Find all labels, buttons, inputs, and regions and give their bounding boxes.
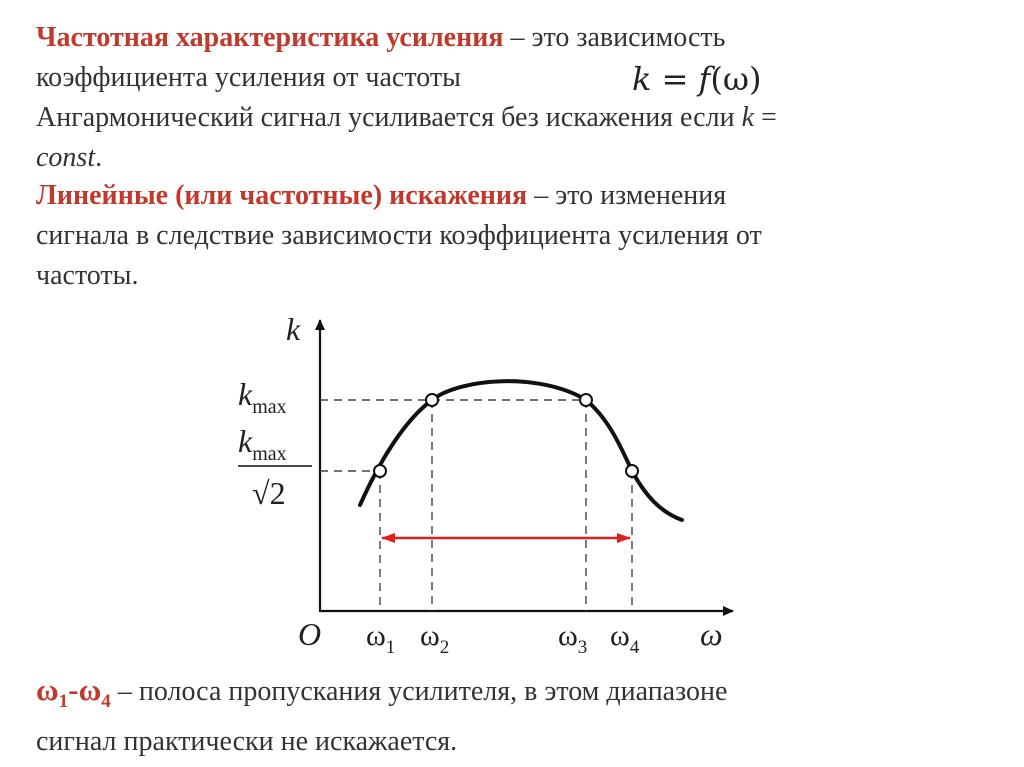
kmax-sub: max — [252, 396, 287, 418]
point-w3 — [580, 394, 592, 406]
x-axis-label: ω — [700, 616, 723, 652]
definition-text-line2: коэффициента усиления от частоты — [36, 62, 461, 93]
term-linear-distortion: Линейные (или частотные) искажения — [36, 180, 528, 211]
point-w1 — [374, 465, 386, 477]
w2-omega: ω — [420, 619, 440, 652]
w3-omega: ω — [558, 619, 578, 652]
band-dash: - — [68, 672, 79, 707]
formula-k: k — [632, 60, 652, 98]
w3-label — [558, 619, 587, 658]
w2-sub: 2 — [439, 637, 450, 658]
formula-arg: (ω) — [710, 60, 762, 98]
point-w2 — [426, 394, 438, 406]
distortion-text: – это изменения — [527, 180, 727, 211]
kmax2-k: k — [238, 423, 253, 459]
kmax2-sub: max — [252, 443, 287, 465]
kmax-sqrt2-denominator: √2 — [252, 475, 286, 511]
definition-text: – это зависимость — [503, 22, 726, 53]
gain-curve — [360, 381, 682, 520]
kmax-label — [238, 376, 287, 418]
w3-sub: 3 — [577, 637, 588, 658]
band-w4: ω — [78, 672, 102, 707]
w4-omega: ω — [610, 619, 630, 652]
anharmonic-text: Ангармонический сигнал усиливается без искажения если — [36, 102, 742, 133]
kmax-sqrt2-numerator — [238, 423, 287, 465]
distortion-text-line2: сигнала в следствие зависимости коэффициента усиления от — [36, 220, 762, 251]
formula-f: f — [698, 60, 711, 98]
w2-label — [420, 619, 449, 658]
band-w4-sub: 4 — [101, 691, 111, 713]
bandwidth-text-line2: сигнал практически не искажается. — [36, 726, 458, 758]
w1-sub: 1 — [385, 637, 396, 658]
term-frequency-response: Частотная характеристика усиления — [36, 22, 504, 53]
bandwidth-paragraph — [36, 670, 727, 762]
w1-label — [366, 619, 395, 658]
kmax-k: k — [238, 376, 253, 412]
equals-sign: = — [754, 102, 777, 133]
w4-sub: 4 — [629, 637, 640, 658]
period: . — [95, 142, 103, 173]
bandwidth-text: – полоса пропускания усилителя, в этом диапазоне — [110, 676, 728, 707]
point-w4 — [626, 465, 638, 477]
y-axis-label: k — [286, 311, 301, 347]
band-w1: ω — [36, 672, 59, 707]
origin-label: O — [298, 616, 322, 652]
w1-omega: ω — [366, 619, 386, 652]
w4-label — [610, 619, 640, 658]
bandwidth-symbol — [36, 672, 111, 713]
band-w1-sub: 1 — [58, 691, 69, 713]
k-symbol: k — [741, 102, 755, 133]
distortion-text-line3: частоты. — [36, 260, 139, 291]
formula-eq: = — [651, 60, 699, 98]
const-word: const — [36, 142, 96, 173]
